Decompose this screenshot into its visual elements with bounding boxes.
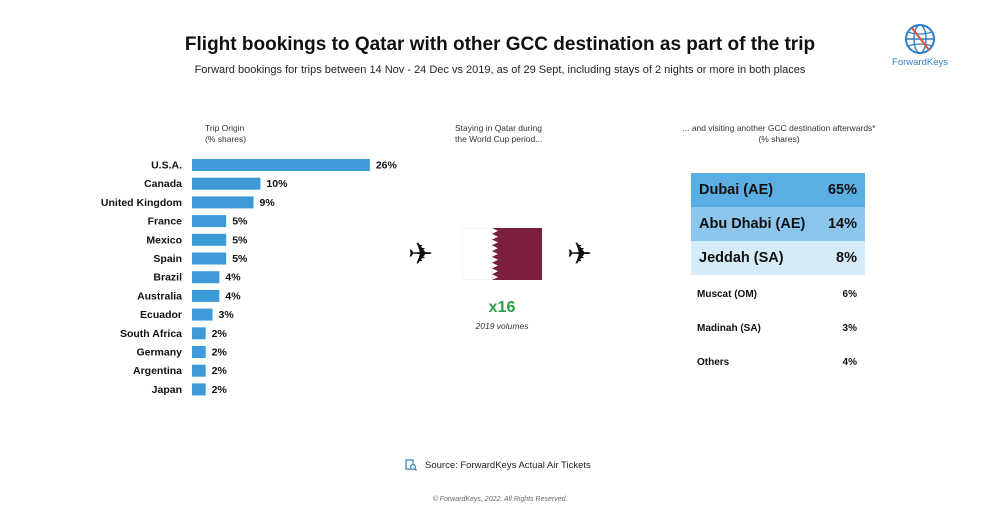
bar (192, 365, 206, 377)
document-search-icon (405, 459, 417, 471)
category-label: South Africa (119, 327, 182, 340)
logo-text: ForwardKeys (892, 57, 948, 68)
destinations-heading-line2: (% shares) (758, 134, 800, 144)
data-label: 4% (225, 271, 241, 284)
destination-row (691, 241, 865, 275)
bar (192, 178, 260, 190)
destination-share: 14% (827, 216, 857, 232)
volume-multiplier: x16 (488, 299, 516, 316)
destination-row (691, 317, 865, 339)
bar (192, 327, 206, 339)
data-label: 2% (211, 346, 227, 359)
qatar-heading-line1: Staying in Qatar during (455, 123, 542, 133)
category-label: Brazil (153, 271, 182, 284)
destination-share: 3% (842, 322, 857, 334)
destination-row (691, 283, 865, 305)
data-label: 4% (225, 290, 241, 303)
data-label: 2% (211, 327, 227, 340)
bar (192, 309, 213, 321)
category-label: United Kingdom (100, 196, 182, 209)
destination-name: Others (697, 356, 730, 368)
category-label: Argentina (132, 365, 182, 378)
destination-row (691, 173, 865, 207)
destination-share: 4% (842, 356, 857, 368)
category-label: Japan (151, 383, 182, 396)
bar (192, 234, 226, 246)
chart-title: Flight bookings to Qatar with other GCC destination as part of the trip (184, 34, 816, 55)
airplane-icon-right: ✈ (567, 238, 593, 271)
data-label: 2% (211, 383, 227, 396)
category-label: Mexico (146, 234, 182, 247)
chart-subtitle: Forward bookings for trips between 14 Nov - 24 Dec vs 2019, as of 29 Sept, including stays of 2 nights or more in both places (194, 64, 806, 76)
destination-share: 65% (827, 182, 857, 198)
destinations-heading-line1: ... and visiting another GCC destination afterwards* (682, 123, 876, 133)
bar (192, 253, 226, 265)
bar (192, 290, 219, 302)
bar (192, 159, 370, 171)
destination-name: Jeddah (SA) (699, 250, 784, 266)
airplane-icon-left: ✈ (408, 238, 434, 271)
data-label: 2% (211, 365, 227, 378)
destination-name: Dubai (AE) (699, 182, 774, 198)
data-label: 9% (259, 196, 275, 209)
destination-name: Abu Dhabi (AE) (699, 216, 806, 232)
data-label: 3% (218, 309, 234, 322)
volume-multiplier-note: 2019 volumes (475, 321, 529, 331)
bar (192, 346, 206, 358)
category-label: France (147, 215, 182, 228)
destination-row (691, 351, 865, 373)
qatar-heading-line2: the World Cup period... (455, 134, 543, 144)
destination-share: 6% (842, 288, 857, 300)
destination-share: 8% (836, 250, 857, 266)
origin-heading-line1: Trip Origin (205, 123, 245, 133)
category-label: Australia (137, 290, 182, 303)
data-label: 5% (232, 215, 248, 228)
category-label: Germany (136, 346, 182, 359)
destination-name: Muscat (OM) (697, 288, 757, 300)
qatar-flag (462, 228, 542, 280)
origin-heading-line2: (% shares) (205, 134, 247, 144)
bar (192, 383, 206, 395)
destination-name: Madinah (SA) (697, 322, 761, 334)
data-label: 5% (232, 253, 248, 265)
category-label: Canada (144, 178, 182, 191)
copyright: © ForwardKeys, 2022. All Rights Reserved. (432, 496, 568, 503)
data-label: 5% (232, 234, 248, 247)
category-label: Spain (153, 253, 182, 265)
data-label: 10% (266, 178, 288, 191)
destination-row (691, 207, 865, 241)
bar (192, 271, 219, 283)
source-text: Source: ForwardKeys Actual Air Tickets (425, 459, 591, 471)
category-label: Ecuador (139, 309, 182, 322)
category-label: U.S.A. (151, 159, 182, 172)
source-line (405, 459, 591, 471)
bar (192, 196, 254, 208)
data-label: 26% (375, 159, 397, 172)
bar (192, 215, 226, 227)
